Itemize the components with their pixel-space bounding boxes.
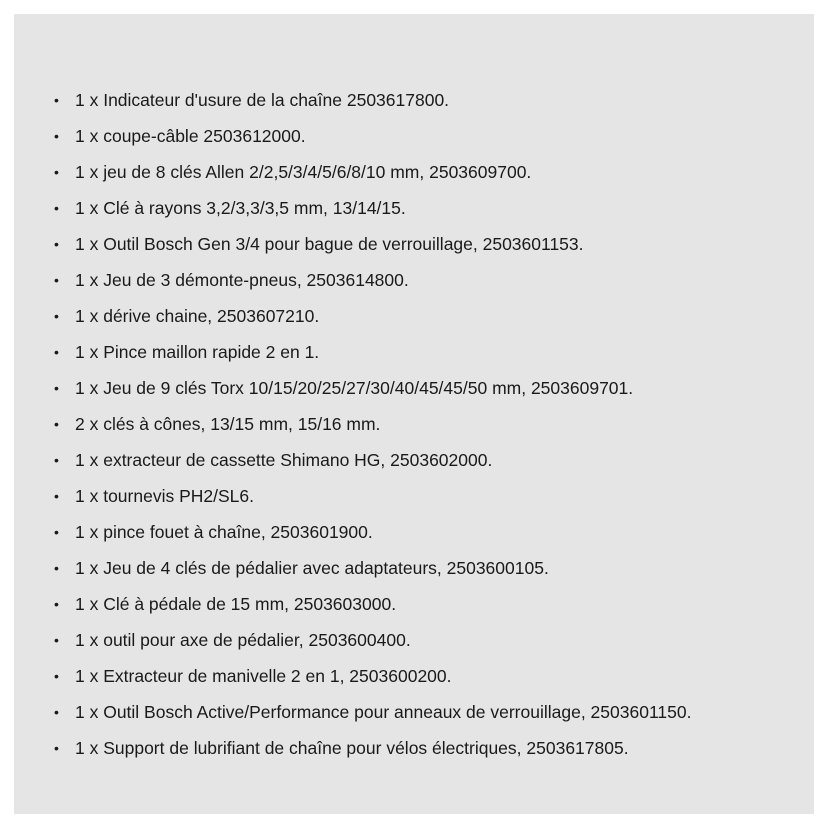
list-item-text: 1 x Jeu de 4 clés de pédalier avec adaptateurs, 2503600105. — [75, 558, 549, 578]
list-item-text: 1 x extracteur de cassette Shimano HG, 2503602000. — [75, 450, 493, 470]
list-item-text: 1 x Outil Bosch Gen 3/4 pour bague de verrouillage, 2503601153. — [75, 234, 584, 254]
list-item-text: 1 x coupe-câble 2503612000. — [75, 126, 306, 146]
list-item-text: 1 x jeu de 8 clés Allen 2/2,5/3/4/5/6/8/10 mm, 2503609700. — [75, 162, 532, 182]
list-item-text: 1 x tournevis PH2/SL6. — [75, 486, 254, 506]
list-item-text: 1 x pince fouet à chaîne, 2503601900. — [75, 522, 373, 542]
bullet-icon: • — [54, 272, 59, 288]
bullet-icon: • — [54, 128, 59, 144]
list-item-text: 1 x dérive chaine, 2503607210. — [75, 306, 320, 326]
content-panel — [14, 14, 814, 814]
bullet-icon: • — [54, 596, 59, 612]
bullet-icon: • — [54, 524, 59, 540]
bullet-icon: • — [54, 380, 59, 396]
list-item-text: 1 x Outil Bosch Active/Performance pour anneaux de verrouillage, 2503601150. — [75, 702, 692, 722]
bullet-icon: • — [54, 344, 59, 360]
bullet-icon: • — [54, 200, 59, 216]
bullet-icon: • — [54, 308, 59, 324]
list-item-text: 1 x Clé à rayons 3,2/3,3/3,5 mm, 13/14/15. — [75, 198, 406, 218]
list-item-text: 1 x Clé à pédale de 15 mm, 2503603000. — [75, 594, 397, 614]
list-item-text: 2 x clés à cônes, 13/15 mm, 15/16 mm. — [75, 414, 381, 434]
bullet-icon: • — [54, 416, 59, 432]
bullet-icon: • — [54, 236, 59, 252]
list-item-text: 1 x Extracteur de manivelle 2 en 1, 2503600200. — [75, 666, 452, 686]
list-item-text: 1 x outil pour axe de pédalier, 2503600400. — [75, 630, 411, 650]
bullet-icon: • — [54, 704, 59, 720]
list-item-text: 1 x Jeu de 3 démonte-pneus, 2503614800. — [75, 270, 409, 290]
list-item-text: 1 x Jeu de 9 clés Torx 10/15/20/25/27/30/40/45/45/50 mm, 2503609701. — [75, 378, 634, 398]
bullet-icon: • — [54, 164, 59, 180]
list-item-text: 1 x Support de lubrifiant de chaîne pour vélos électriques, 2503617805. — [75, 738, 629, 758]
list-item-text: 1 x Pince maillon rapide 2 en 1. — [75, 342, 320, 362]
bullet-icon: • — [54, 668, 59, 684]
bullet-icon: • — [54, 632, 59, 648]
bullet-icon: • — [54, 488, 59, 504]
bullet-icon: • — [54, 560, 59, 576]
list-item-text: 1 x Indicateur d'usure de la chaîne 2503617800. — [75, 90, 450, 110]
bullet-icon: • — [54, 740, 59, 756]
bullet-icon: • — [54, 92, 59, 108]
bullet-icon: • — [54, 452, 59, 468]
